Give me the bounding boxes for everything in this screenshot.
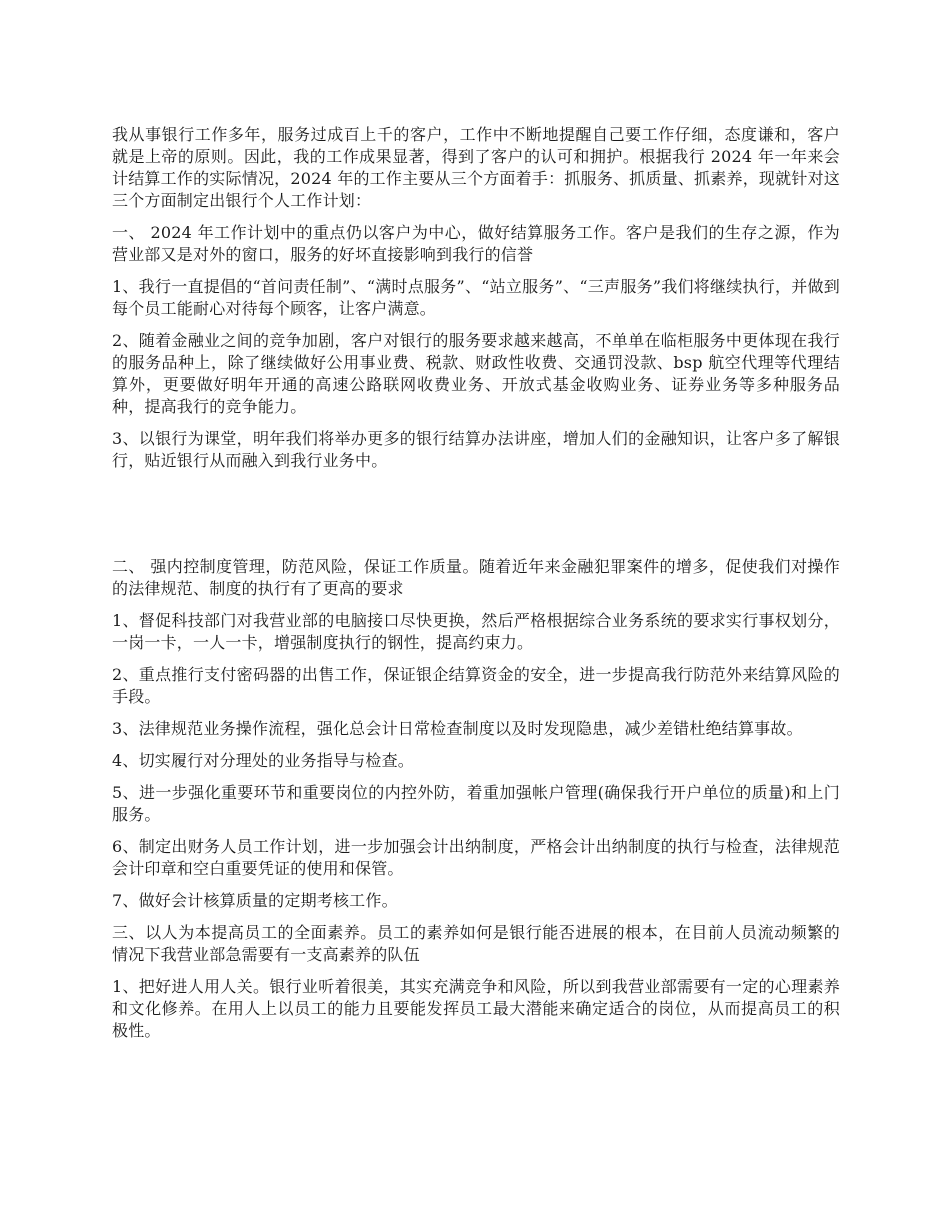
paragraph: 7、做好会计核算质量的定期考核工作。 (112, 891, 398, 910)
intro-section (112, 124, 840, 472)
paragraph: 2、重点推行支付密码器的出售工作，保证银企结算资金的安全，进一步提高我行防范外来结算风险的手段。 (112, 665, 840, 706)
paragraph: 6、制定出财务人员工作计划，进一步加强会计出纳制度，严格会计出纳制度的执行与检查，法律规范会计印章和空白重要凭证的使用和保管。 (112, 837, 840, 878)
paragraph: 5、进一步强化重要环节和重要岗位的内控外防，着重加强帐户管理(确保我行开户单位的质量)和上门服务。 (112, 783, 840, 824)
section-heading-2: 二、 强内控制度管理，防范风险，保证工作质量。随着近年来金融犯罪案件的增多，促使我们对操作的法律规范、制度的执行有了更高的要求 (112, 557, 840, 598)
paragraph: 我从事银行工作多年，服务过成百上千的客户，工作中不断地提醒自己要工作仔细，态度谦和，客户就是上帝的原则。因此，我的工作成果显著，得到了客户的认可和拥护。根据我行 2024 年一年来会计结算工作的实际情况，2024 年的工作主要从三个方面着手：抓服务、抓质量、抓素养，现就针对这三个方面制定出银行个人工作计划： (112, 125, 840, 210)
paragraph: 3、以银行为课堂，明年我们将举办更多的银行结算办法讲座，增加人们的金融知识，让客户多了解银行，贴近银行从而融入到我行业务中。 (112, 429, 840, 470)
section-gap (112, 482, 840, 556)
paragraph: 1、我行一直提倡的“首问责任制”、“满时点服务”、“站立服务”、“三声服务”我们将继续执行，并做到每个员工能耐心对待每个顾客，让客户满意。 (112, 277, 840, 318)
section-heading-1: 一、 2024 年工作计划中的重点仍以客户为中心，做好结算服务工作。客户是我们的生存之源，作为营业部又是对外的窗口，服务的好坏直接影响到我行的信誉 (112, 223, 840, 264)
paragraph: 1、督促科技部门对我营业部的电脑接口尽快更换，然后严格根据综合业务系统的要求实行事权划分，一岗一卡，一人一卡，增强制度执行的钢性，提高约束力。 (112, 611, 840, 652)
document-page (112, 124, 840, 1052)
paragraph: 2、随着金融业之间的竞争加剧，客户对银行的服务要求越来越高，不单单在临柜服务中更体现在我行的服务品种上，除了继续做好公用事业费、税款、财政性收费、交通罚没款、bsp 航空代理等代理结算外，更要做好明年开通的高速公路联网收费业务、开放式基金收购业务、证券业务等多种服务品种，提高我行的竞争能力。 (112, 331, 840, 416)
main-section (112, 556, 840, 1042)
paragraph: 3、法律规范业务操作流程，强化总会计日常检查制度以及时发现隐患，减少差错杜绝结算事故。 (112, 719, 803, 738)
paragraph: 1、把好进人用人关。银行业听着很美，其实充满竞争和风险，所以到我营业部需要有一定的心理素养和文化修养。在用人上以员工的能力且要能发挥员工最大潜能来确定适合的岗位，从而提高员工的积极性。 (112, 977, 840, 1040)
section-heading-3: 三、以人为本提高员工的全面素养。员工的素养如何是银行能否进展的根本，在目前人员流动频繁的情况下我营业部急需要有一支高素养的队伍 (112, 923, 840, 964)
paragraph: 4、切实履行对分理处的业务指导与检查。 (112, 751, 414, 770)
